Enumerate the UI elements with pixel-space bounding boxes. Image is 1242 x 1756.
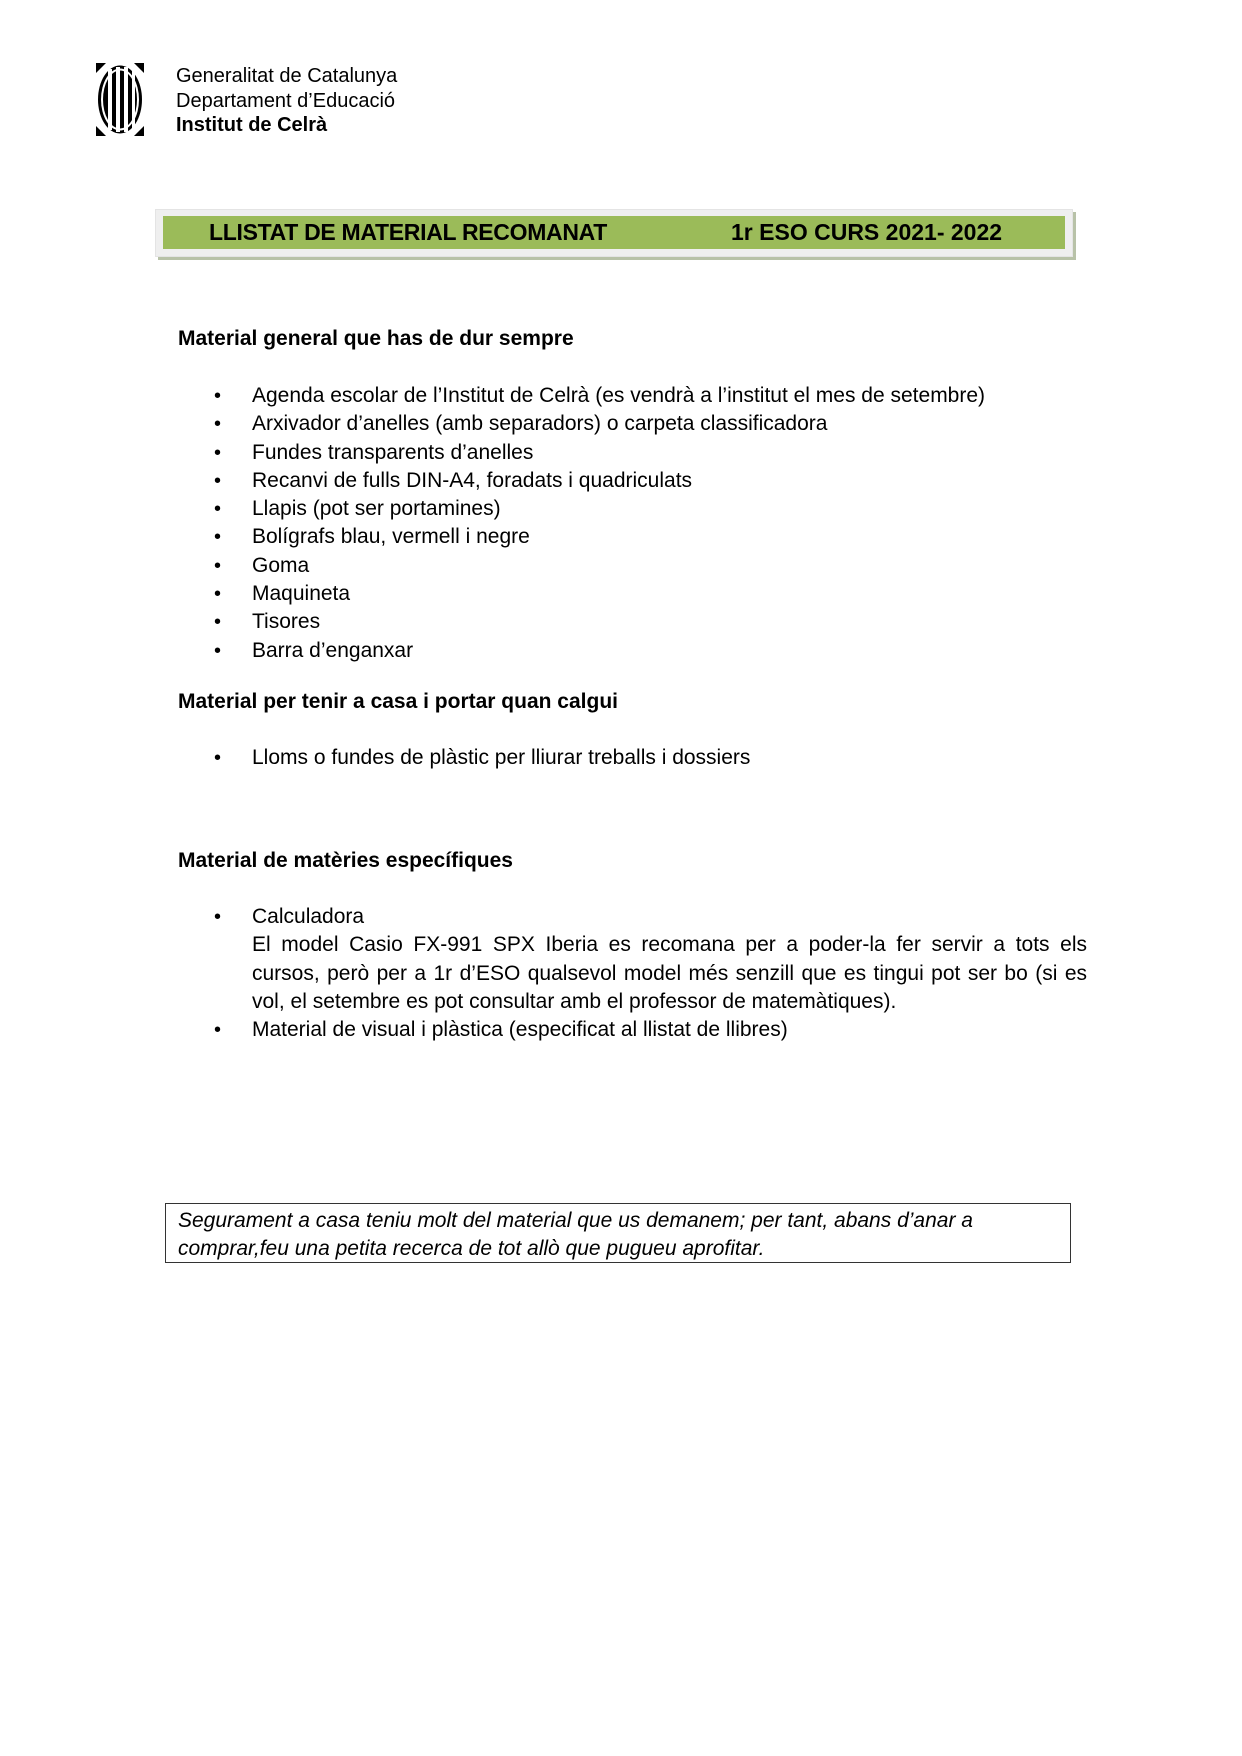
list-item-text: Lloms o fundes de plàstic per lliurar treballs i dossiers <box>252 746 751 769</box>
document-title: LLISTAT DE MATERIAL RECOMANAT <box>209 219 608 245</box>
list-item <box>0 580 985 608</box>
section-heading-general: Material general que has de dur sempre <box>178 327 574 350</box>
organization-header <box>176 64 397 138</box>
section-heading-home: Material per tenir a casa i portar quan calgui <box>178 690 618 713</box>
bullet-icon: • <box>214 413 222 436</box>
list-item <box>0 903 1087 1016</box>
bullet-icon: • <box>214 441 222 464</box>
org-line-department: Departament d’Educació <box>176 89 396 112</box>
generalitat-emblem-icon <box>96 63 144 136</box>
list-item <box>0 523 985 551</box>
list-specific-material <box>0 903 1087 1044</box>
bullet-icon: • <box>214 583 222 606</box>
list-item <box>0 552 985 580</box>
bullet-icon: • <box>214 469 222 492</box>
list-item-text: Llapis (pot ser portamines) <box>252 497 501 521</box>
list-item <box>0 495 985 523</box>
bullet-icon: • <box>214 385 222 407</box>
list-item-text: Bolígrafs blau, vermell i negre <box>252 525 530 549</box>
list-item-text: Barra d’enganxar <box>252 638 414 662</box>
list-item-text: Calculadora <box>252 905 365 928</box>
list-item-text: Fundes transparents d’anelles <box>252 440 534 464</box>
list-item-text: Arxivador d’anelles (amb separadors) o carpeta classificadora <box>252 412 828 436</box>
list-item-text: Material de visual i plàstica (especificat al llistat de llibres) <box>252 1018 788 1042</box>
title-banner <box>155 209 1073 257</box>
list-item-text: Agenda escolar de l’Institut de Celrà (es vendrà a l’institut el mes de setembre) <box>252 384 986 407</box>
list-item-text: Tisores <box>252 610 321 634</box>
list-general-material <box>0 382 985 665</box>
list-item <box>0 467 985 495</box>
org-line-generalitat: Generalitat de Catalunya <box>176 65 398 87</box>
section-heading-specific: Material de matèries específiques <box>178 849 513 872</box>
bullet-icon: • <box>214 1019 222 1042</box>
list-item-text: Goma <box>252 553 310 577</box>
bullet-icon: • <box>214 906 222 928</box>
bullet-icon: • <box>214 526 222 549</box>
note-box: Segurament a casa teniu molt del material que us demanem; per tant, abans d’anar a comprar,feu una petita recerca de tot allò que pugueu aprofitar. <box>165 1203 1071 1263</box>
list-item <box>0 410 985 438</box>
list-item-text: Maquineta <box>252 582 351 606</box>
list-item <box>0 637 985 665</box>
calculator-detail: El model Casio FX-991 SPX Iberia es recomana per a poder-la fer servir a tots els cursos, però per a 1r d’ESO qualsevol model més senzill que es tingui pot ser bo (si es vol, el setembre es pot consultar amb el professor de matemàtiques). <box>252 933 1087 1013</box>
list-item <box>0 608 985 636</box>
course-label: 1r ESO CURS 2021- 2022 <box>731 219 1003 245</box>
bullet-icon: • <box>214 639 222 662</box>
bullet-icon: • <box>214 498 222 521</box>
list-item <box>0 382 985 410</box>
title-banner-fill <box>163 216 1065 249</box>
list-item <box>0 1016 1087 1044</box>
bullet-icon: • <box>214 611 222 634</box>
list-item-text: Recanvi de fulls DIN-A4, foradats i quadriculats <box>252 468 693 492</box>
bullet-icon: • <box>214 747 222 769</box>
list-home-material <box>0 744 750 772</box>
list-item <box>0 439 985 467</box>
school-name: Institut de Celrà <box>176 114 328 136</box>
list-item <box>0 744 750 772</box>
bullet-icon: • <box>214 554 222 577</box>
